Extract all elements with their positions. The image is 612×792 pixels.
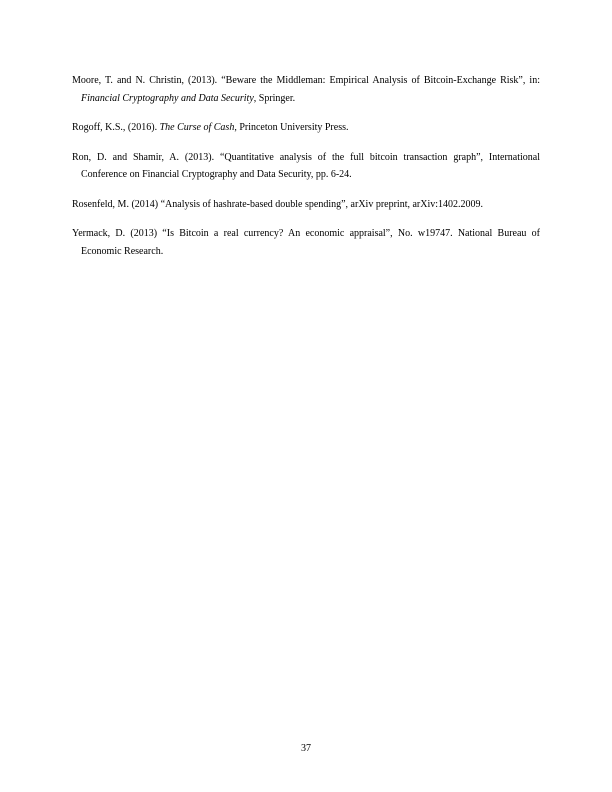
reference-text: Yermack, D. (2013) “Is Bitcoin a real currency? An economic appraisal”, No. w19747. National Bureau of Economic Research. [72, 228, 540, 257]
reference-ron-shamir [72, 149, 540, 184]
reference-text-end: , Princeton University Press. [234, 122, 349, 133]
reference-rogoff [72, 119, 540, 137]
reference-text: Rogoff, K.S., (2016). [72, 122, 160, 133]
reference-rosenfeld [72, 196, 540, 214]
reference-italic-title: The Curse of Cash [159, 122, 235, 133]
reference-text: Ron, D. and Shamir, A. (2013). “Quantitative analysis of the full bitcoin transaction graph”, International Conference on Financial Cryptography and Data Security, pp. 6-24. [72, 151, 540, 180]
reference-text-end: , Springer. [253, 92, 296, 104]
reference-italic-title: Financial Cryptography and Data Security [81, 92, 254, 104]
reference-yermack [72, 225, 540, 260]
reference-text: Moore, T. and N. Christin, (2013). “Beware the Middleman: Empirical Analysis of Bitcoin-Exchange Risk”, in: [72, 75, 540, 86]
reference-text: Rosenfeld, M. (2014) “Analysis of hashrate-based double spending”, arXiv preprint, arXiv:1402.2009. [72, 198, 484, 210]
reference-list [72, 72, 540, 272]
reference-moore-christin [72, 72, 540, 107]
page-number: 37 [301, 743, 311, 754]
